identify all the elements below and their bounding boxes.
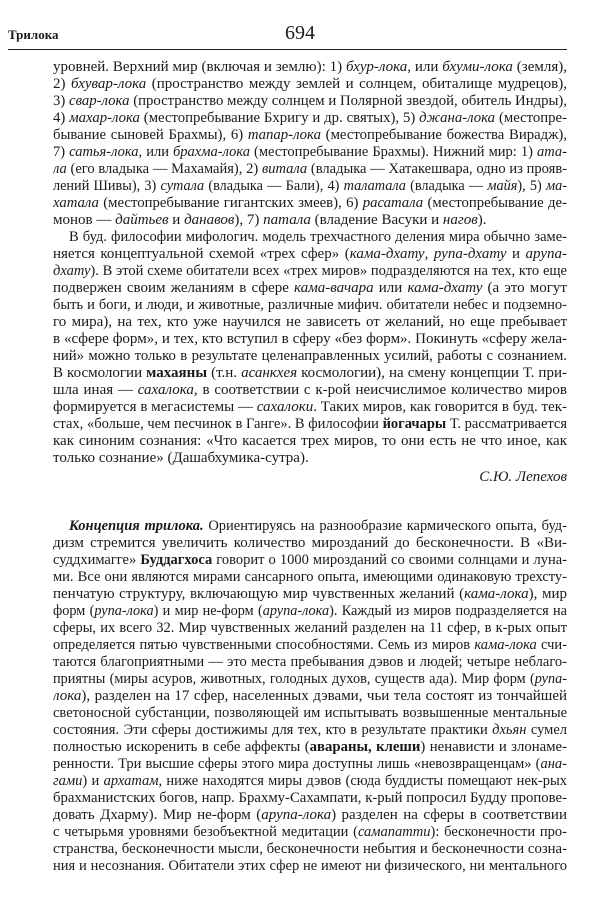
text-run: 4): [53, 110, 70, 126]
text-line: [53, 59, 567, 76]
text-run: дизм стремится увеличить количество мирозданий до бесконечности. В «Ви-: [53, 535, 567, 551]
text-run: сумел: [526, 722, 567, 738]
italic-term: джана-лока: [419, 110, 496, 126]
text-run: , или: [138, 144, 174, 160]
text-run: форм (: [53, 603, 95, 619]
text-line: [53, 858, 567, 875]
text-run: 7): [53, 144, 70, 160]
text-run: (земля),: [512, 59, 567, 75]
text-run: шла иная —: [53, 382, 138, 398]
paragraph-triloka-concept: [53, 518, 567, 875]
text-run: , в соответствии с к-рой неисчислимое количество миров: [193, 382, 567, 398]
text-line: [53, 756, 567, 773]
text-run: сферы, их всего 32. Мир чувственных желаний разделен на 11 сфер, в к-рых опыт: [53, 620, 567, 636]
text-run: (местопребывание гигантских змеев), 6): [98, 195, 363, 211]
text-run: ). Каждый из миров подразделяется на: [329, 603, 567, 619]
italic-term: ла: [53, 161, 67, 177]
text-run: ний» можно только в результате целенаправленных усилий, работы с сознанием.: [53, 348, 567, 364]
text-line: [53, 586, 567, 603]
text-run: формируется в мегасистемы —: [53, 399, 257, 415]
text-line: [53, 773, 567, 790]
text-run: . Таких миров, как говорится в буд. тек-: [313, 399, 567, 415]
text-line: [53, 450, 567, 467]
italic-term: витала: [261, 161, 308, 177]
text-line: [53, 382, 567, 399]
bold-term: махаяны: [146, 365, 208, 381]
text-line: [53, 841, 567, 858]
text-run: ,: [424, 246, 434, 262]
text-line: [53, 518, 567, 535]
text-run: ), разделен на 17 сфер, населенных дэвами, чьи тела состоят из тончайшей: [81, 688, 567, 704]
italic-term: кама-дхату: [349, 246, 425, 262]
text-run: (владыка — Хатакешвара, одно из прояв-: [307, 161, 567, 177]
italic-term: асанкхея: [241, 365, 298, 381]
text-run: (пространство между солнцем и Полярной звездой, обитель Индры),: [129, 93, 567, 109]
text-line: [53, 688, 567, 705]
italic-term: ана-: [540, 756, 567, 772]
italic-term: сахалоки: [256, 399, 314, 415]
text-run: полностью искоренить в себе аффекты (: [53, 739, 310, 755]
italic-term: сутала: [160, 178, 205, 194]
italic-term: кама-лока: [464, 586, 529, 602]
italic-term: лока: [53, 688, 82, 704]
paragraph-buddhist-philosophy: [53, 229, 567, 467]
text-run: , или: [407, 59, 443, 75]
text-line: [53, 280, 567, 297]
text-run: (местопребывание Бхригу и др. святых), 5): [139, 110, 420, 126]
text-run: В космологии: [53, 365, 147, 381]
text-line: [53, 76, 567, 93]
text-line: [53, 93, 567, 110]
italic-term: кама-лока: [474, 637, 537, 653]
text-run: говорит о 1000 мирозданий со своими солнцами и луна-: [212, 552, 567, 568]
text-run: приятны (миры асуров, животных, голодных духов, существ ада). Мир форм (: [53, 671, 535, 687]
text-line: [53, 246, 567, 263]
text-run: стах, «больше, чем песчинок в Ганге». В философии: [53, 416, 383, 432]
text-run: ми. Все они являются мирами сансарного опыта, имеющими одинаковую трехсту-: [53, 569, 567, 585]
header-rule: [8, 49, 567, 50]
bold-term: авараны, клеши: [309, 739, 421, 755]
text-line: [53, 535, 567, 552]
text-run: или: [373, 280, 408, 296]
italic-term: ма-: [546, 178, 567, 194]
text-line: [53, 314, 567, 331]
text-run: и: [168, 212, 185, 228]
text-run: ), мир: [528, 586, 567, 602]
text-line: [53, 416, 567, 433]
italic-term: талатала: [343, 178, 406, 194]
italic-term: хатала: [53, 195, 99, 211]
text-run: ) разделен на сферы в соответствии: [331, 807, 567, 823]
text-run: счи-: [536, 637, 567, 653]
text-line: [53, 127, 567, 144]
running-head: Трилока: [8, 27, 59, 42]
text-line: [53, 739, 567, 756]
text-run: бывание сыновей Брахмы), 6): [53, 127, 248, 143]
text-run: подвержен своим желаниям в сфере: [53, 280, 295, 296]
text-line: [53, 433, 567, 450]
italic-term: дхьян: [492, 722, 527, 738]
italic-term: рупа-: [534, 671, 567, 687]
text-run: (владение Васуки и: [310, 212, 443, 228]
italic-term: арупа-лока: [262, 603, 330, 619]
text-run: 2): [53, 76, 71, 92]
text-line: [53, 161, 567, 178]
text-line: [53, 348, 567, 365]
text-line: [53, 637, 567, 654]
italic-term: дайтьев: [115, 212, 169, 228]
italic-term: архатам: [103, 773, 159, 789]
text-run: лений Шивы), 3): [53, 178, 161, 194]
text-line: [53, 603, 567, 620]
text-run: 3): [53, 93, 70, 109]
text-line: [53, 399, 567, 416]
text-run: с четырьмя уровнями безобъектной медитации (: [53, 824, 358, 840]
text-run: пенчатую структуру, включающую мир чувственных желаний (: [53, 586, 465, 602]
text-run: космологии), на смену концепции Т. при-: [297, 365, 567, 381]
bold-term: йогачары: [382, 416, 447, 432]
bold-term: Буддагхоса: [140, 552, 213, 568]
italic-term: рупа-дхату: [433, 246, 507, 262]
italic-term: брахма-лока: [173, 144, 250, 160]
text-run: ), 5): [517, 178, 547, 194]
text-run: светоносной субстанции, позволяющей им испытывать возвышенные ментальные: [53, 705, 567, 721]
text-run: (местопребывание де-: [423, 195, 567, 211]
italic-term: арупа-лока: [261, 807, 332, 823]
text-line: [53, 331, 567, 348]
italic-term: патала: [263, 212, 311, 228]
text-run: быть и боги, и люди, и животные, различные мифич. обитатели небес и подземно-: [53, 297, 567, 313]
text-run: ) и: [82, 773, 104, 789]
text-line: [53, 144, 567, 161]
italic-term: нагов: [442, 212, 478, 228]
italic-term: дхату: [53, 263, 91, 279]
text-line: [53, 722, 567, 739]
paragraph-cosmology-worlds: [53, 59, 567, 229]
text-run: (местопребывание Брахмы). Нижний мир: 1): [250, 144, 538, 160]
text-run: таются благоприятными — это места пребывания дэвов и людей; четыре неблаго-: [53, 654, 567, 670]
text-run: как синоним сознания: «Что касается трех миров, то они есть не что иное, как: [53, 433, 567, 449]
text-run: (его владыка — Махамайя), 2): [66, 161, 262, 177]
text-run: брахманистских богов, напр. Брахму-Сахампати, к-рый попросил Будду пропове-: [53, 790, 567, 806]
italic-term: бхувар-лока: [70, 76, 147, 92]
text-line: [53, 263, 567, 280]
italic-term: кама-дхату: [407, 280, 483, 296]
text-run: (местопребывание божества Вирадж),: [320, 127, 567, 143]
text-line: [53, 229, 567, 246]
text-run: ).: [477, 212, 487, 228]
italic-term: бхур-лока: [346, 59, 408, 75]
text-run: (местопре-: [495, 110, 567, 126]
text-run: только сознание» (Дашабхумика-сутра).: [53, 450, 309, 466]
italic-term: свар-лока: [69, 93, 130, 109]
text-line: [53, 212, 567, 229]
text-run: ) и мир не-форм (: [153, 603, 263, 619]
text-run: ). В этой схеме обитатели всех «трех миров» подразделяются на тех, кто еще: [90, 263, 567, 279]
text-line: [53, 195, 567, 212]
text-run: (владыка —: [405, 178, 488, 194]
text-run: (владыка — Бали), 4): [204, 178, 344, 194]
text-run: (а это могут: [482, 280, 567, 296]
italic-term: самапатти: [357, 824, 431, 840]
text-run: ренности. Три высшие сферы этого мира доступны лишь «невозвращенцам» (: [53, 756, 541, 772]
text-run: состояния. Эти сферы достижимы для тех, кто в результате практики: [53, 722, 493, 738]
text-run: ) ненависти и злонаме-: [420, 739, 567, 755]
text-run: (т.н.: [207, 365, 242, 381]
text-run: Ориентируясь на разнообразие кармического опыта, буд-: [203, 518, 567, 534]
text-line: [53, 569, 567, 586]
text-line: [53, 620, 567, 637]
text-run: уровней. Верхний мир (включая и землю): 1): [53, 59, 346, 75]
italic-term: рупа-лока: [94, 603, 154, 619]
text-run: ), 7): [234, 212, 264, 228]
italic-term: гами: [53, 773, 83, 789]
text-run: суддхимагге»: [53, 552, 141, 568]
italic-term: сатья-лока: [69, 144, 139, 160]
text-line: [53, 807, 567, 824]
text-run: ): бесконечности про-: [430, 824, 567, 840]
italic-term: тапар-лока: [247, 127, 321, 143]
text-run: странства, бесконечности мысли, бесконечности небытия и бесконечности созна-: [53, 841, 567, 857]
text-run: (пространство между землей и солнцем, обиталище мудрецов),: [146, 76, 567, 92]
text-run: , ниже находятся миры дэвов (сюда буддисты помещают нек-рых: [158, 773, 567, 789]
text-line: [53, 671, 567, 688]
text-run: определяется пятью чувственными способностями. Семь из миров: [53, 637, 475, 653]
text-line: [53, 790, 567, 807]
italic-term: майя: [487, 178, 518, 194]
italic-term: бхуми-лока: [442, 59, 513, 75]
text-line: [53, 178, 567, 195]
text-line: [53, 365, 567, 382]
italic-term: ата-: [537, 144, 567, 160]
italic-term: сахалока: [137, 382, 194, 398]
text-line: [53, 110, 567, 127]
page-number: 694: [285, 22, 315, 44]
text-line: [53, 705, 567, 722]
text-run: довать Дхарму). Мир не-форм (: [53, 807, 262, 823]
text-run: ния и несознания. Обитатели этих сфер не имеют ни физического, ни ментального: [53, 858, 567, 874]
text-line: [53, 552, 567, 569]
bold-italic-heading: Концепция трилока.: [69, 518, 204, 534]
text-line: [53, 297, 567, 314]
text-run: в «сфере форм», и тех, кто вступил в сферу «без форм». Покинуть «сферу жела-: [53, 331, 567, 347]
italic-term: данавов: [184, 212, 235, 228]
text-run: няется концептуальной схемой «трех сфер» (: [53, 246, 350, 262]
text-run: и: [506, 246, 526, 262]
italic-term: расатала: [362, 195, 424, 211]
text-run: го мира), на тех, кто уже научился не зависеть от желаний, но еще пребывает: [53, 314, 567, 330]
text-line: [53, 654, 567, 671]
author-signature: С.Ю. Лепехов: [479, 469, 567, 485]
italic-term: арупа-: [525, 246, 567, 262]
text-run: В буд. философии мифологич. модель трехчастного деления мира обычно заме-: [69, 229, 567, 245]
text-line: [53, 824, 567, 841]
text-run: монов —: [53, 212, 116, 228]
text-run: Т. рассматривается: [446, 416, 567, 432]
italic-term: кама-вачара: [294, 280, 374, 296]
italic-term: махар-лока: [69, 110, 140, 126]
